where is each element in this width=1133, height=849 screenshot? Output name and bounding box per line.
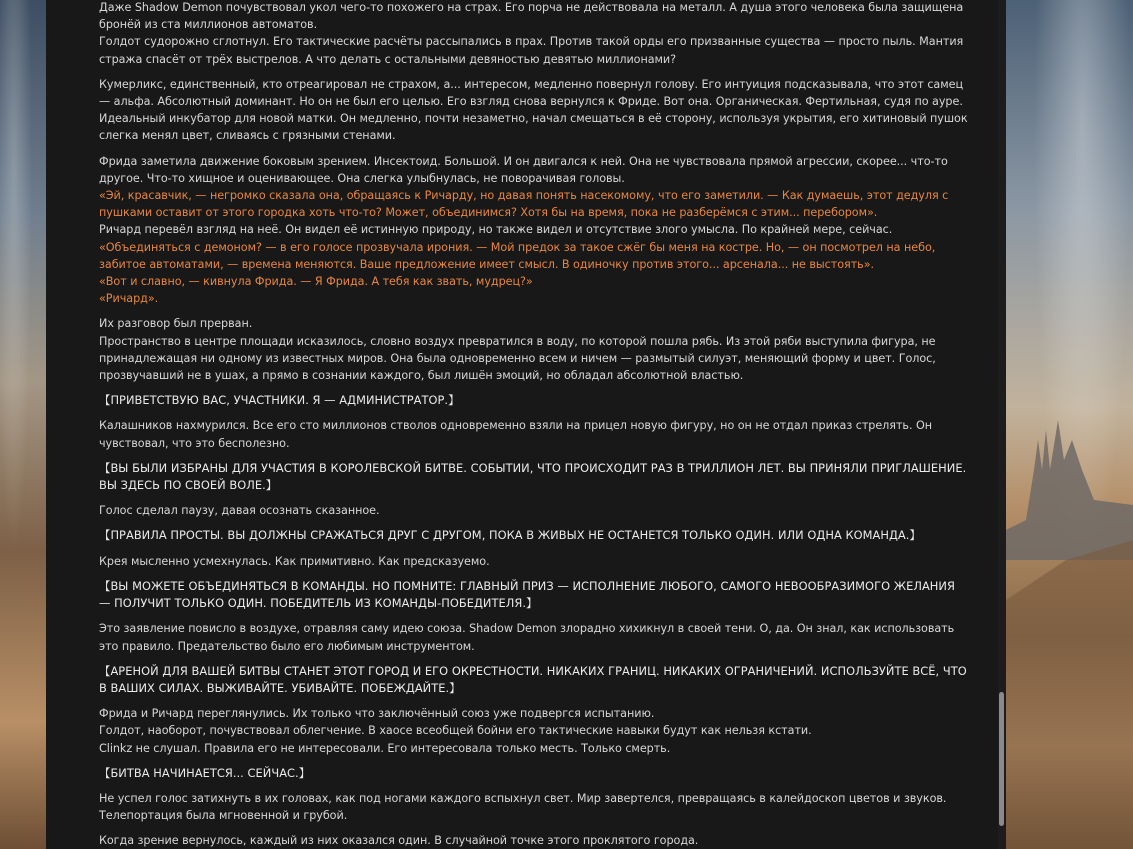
background-right-landscape [1006, 0, 1133, 849]
system-message: 【ВЫ БЫЛИ ИЗБРАНЫ ДЛЯ УЧАСТИЯ В КОРОЛЕВСКОЙ БИТВЕ. СОБЫТИИ, ЧТО ПРОИСХОДИТ РАЗ В ТРИЛЛИОН ЛЕТ. ВЫ ПРИНЯЛИ ПРИГЛАШЕНИЕ. ВЫ ЗДЕСЬ ПО СВОЕЙ ВОЛЕ.】 [99, 460, 967, 493]
paragraph: Крея мысленно усмехнулась. Как примитивно. Как предсказуемо. [99, 554, 490, 568]
paragraph: Даже Shadow Demon почувствовал укол чего-то похожего на страх. Его порча не действовала на металл. А душа этого человека была защищена бронёй из ста миллионов автоматов. Голдот судорожно сглотнул. Его тактические расчёты рассыпались в прах. Против такой орды его призванные существа — просто пыль. Мантия стража спасёт от трёх выстрелов. А что делать с остальными девяностью девятью миллионами? [99, 1, 964, 66]
system-message: 【ПРИВЕТСТВУЮ ВАС, УЧАСТНИКИ. Я — АДМИНИСТРАТОР.】 [99, 393, 460, 408]
chapter-text [99, 0, 969, 849]
scrollbar-thumb[interactable] [999, 692, 1004, 826]
paragraph: Это заявление повисло в воздухе, отравляя саму идею союза. Shadow Demon злорадно хихикнул в своей тени. О, да. Он знал, как использовать это правило. Предательство было его любимым инструментом. [99, 622, 955, 653]
system-message: 【ПРАВИЛА ПРОСТЫ. ВЫ ДОЛЖНЫ СРАЖАТЬСЯ ДРУГ С ДРУГОМ, ПОКА В ЖИВЫХ НЕ ОСТАНЕТСЯ ТОЛЬКО ОДИН. ИЛИ ОДНА КОМАНДА.】 [99, 528, 921, 543]
scrollbar[interactable] [998, 0, 1006, 849]
paragraph: Их разговор был прерван. Пространство в центре площади исказилось, словно воздух превратился в воду, по которой пошла рябь. Из этой ряби выступила фигура, не принадлежащая ни одному из известных миров. Она была одновременно всем и ничем — размытый силуэт, меняющий форму и цвет. Голос, прозвучавший не в ушах, а прямо в сознании каждого, был лишён эмоций, но обладал абсолютной властью. [99, 317, 936, 383]
paragraph: Голос сделал паузу, давая осознать сказанное. [99, 504, 380, 518]
dialogue-line: «Эй, красавчик, — негромко сказала она, обращаясь к Ричарду, но давая понять насекомому, что его заметили. — Как думаешь, этот дедуля с пушками оставит от этого городка хоть что-то? Может, объединимся? Хотя бы на время, пока не разберёмся с этим... перебором». [99, 189, 949, 220]
ruined-towers-silhouette [1006, 0, 1133, 849]
paragraph: Кумерликс, единственный, кто отреагировал не страхом, а... интересом, медленно повернул голову. Его интуиция подсказывала, что этот самец — альфа. Абсолютный доминант. Но он не был его целью. Его взгляд снова вернулся к Фриде. Вот она. Органическая. Фертильная, судя по ауре. Идеальный инкубатор для новой матки. Он медленно, почти незаметно, начал смещаться в её сторону, используя укрытия, его хитиновый пушок слегка менял цвет, сливаясь с грязными стенами. [99, 77, 968, 143]
dialogue-line: «Объединяться с демоном? — в его голосе прозвучала ирония. — Мой предок за такое сжёг бы меня на костре. Но, — он посмотрел на небо, забитое автоматами, — времена меняются. Ваше предложение имеет смысл. В одиночку против этого... арсенала... не выстоять». [99, 240, 936, 271]
dialogue-line: «Вот и славно, — кивнула Фрида. — Я Фрида. А тебя как звать, мудрец?» [99, 275, 533, 289]
system-message: 【БИТВА НАЧИНАЕТСЯ... СЕЙЧАС.】 [99, 765, 311, 780]
system-message: 【ВЫ МОЖЕТЕ ОБЪЕДИНЯТЬСЯ В КОМАНДЫ. НО ПОМНИТЕ: ГЛАВНЫЙ ПРИЗ — ИСПОЛНЕНИЕ ЛЮБОГО, САМОГО НЕВООБРАЗИМОГО ЖЕЛАНИЯ — ПОЛУЧИТ ТОЛЬКО ОДИН. ПОБЕДИТЕЛЬ ИЗ КОМАНДЫ-ПОБЕДИТЕЛЯ.】 [99, 578, 955, 611]
background-left-landscape [0, 0, 46, 849]
paragraph: Фрида заметила движение боковым зрением. Инсектоид. Большой. И он двигался к ней. Она не чувствовала прямой агрессии, скорее... что-то другое. Что-то хищное и оценивающее. Она слегка улыбнулась, не поворачивая головы. «Эй, красавчик, — негромко сказала она, обращаясь к Ричарду, но давая понять насекомому, что его заметили. — Как думаешь, этот дедуля с пушками оставит от этого городка хоть что-то? Может, объединимся? Хотя бы на время, пока не разберёмся с этим... перебором». Ричард перевёл взгляд на неё. Он видел её истинную природу, но также видел и отсутствие злого умысла. По крайней мере, сейчас. «Объединяться с демоном? — в его голосе прозвучала ирония. — Мой предок за такое сжёг бы меня на костре. Но, — он посмотрел на небо, забитое автоматами, — времена меняются. Ваше предложение имеет смысл. В одиночку против этого... арсенала... не выстоять». «Вот и славно, — кивнула Фрида. — Я Фрида. А тебя как звать, мудрец?» «Ричард». [99, 153, 969, 308]
paragraph: Фрида и Ричард переглянулись. Их только что заключённый союз уже подвергся испытанию. Голдот, наоборот, почувствовал облегчение. В хаосе всеобщей бойни его тактические навыки будут как нельзя кстати. Clinkz не слушал. Правила его не интересовали. Его интересовала только месть. Только смерть. [99, 707, 812, 755]
reader-panel[interactable] [46, 0, 1006, 849]
paragraph: Не успел голос затихнуть в их головах, как под ногами каждого вспыхнул свет. Мир завертелся, превращаясь в калейдоскоп цветов и звуков. Телепортация была мгновенной и грубой. [99, 791, 947, 823]
paragraph: Когда зрение вернулось, каждый из них оказался один. В случайной точке этого проклятого города. [99, 834, 699, 848]
system-message: 【АРЕНОЙ ДЛЯ ВАШЕЙ БИТВЫ СТАНЕТ ЭТОТ ГОРОД И ЕГО ОКРЕСТНОСТИ. НИКАКИХ ГРАНИЦ. НИКАКИХ ОГРАНИЧЕНИЙ. ИСПОЛЬЗУЙТЕ ВСЁ, ЧТО В ВАШИХ СИЛАХ. ВЫЖИВАЙТЕ. УБИВАЙТЕ. ПОБЕЖДАЙТЕ.】 [99, 663, 967, 695]
dialogue-line: «Ричард». [99, 292, 159, 306]
paragraph: Калашников нахмурился. Все его сто миллионов стволов одновременно взяли на прицел новую фигуру, но он не отдал приказ стрелять. Он чувствовал, что это бесполезно. [99, 419, 933, 450]
